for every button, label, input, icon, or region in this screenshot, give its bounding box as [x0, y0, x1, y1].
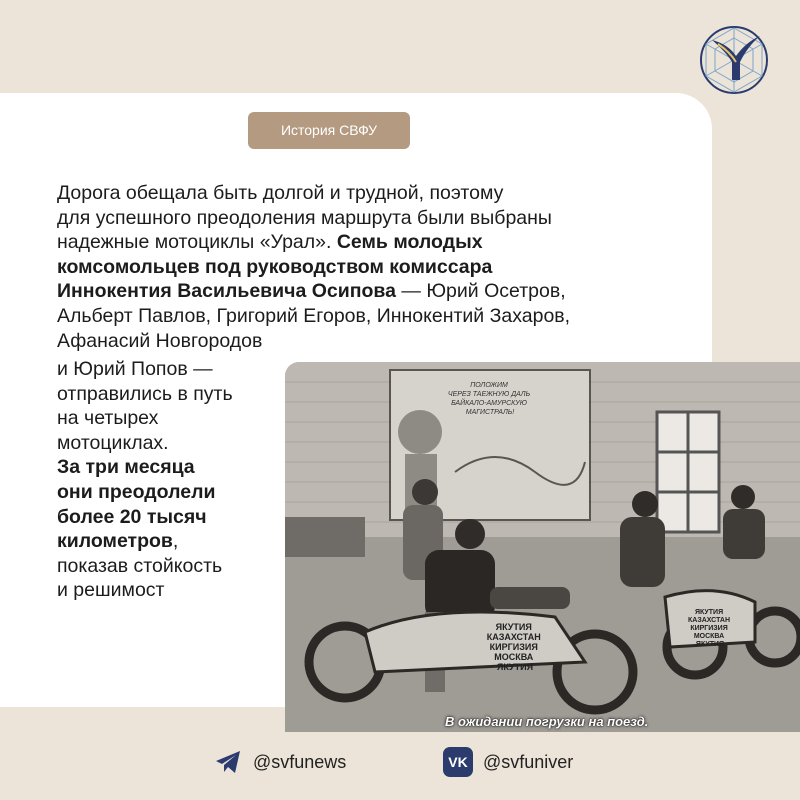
text-line: мотоциклах. — [57, 431, 169, 454]
text-line: отправились в путь — [57, 382, 233, 405]
text-line: надежные мотоциклы «Урал». — [57, 231, 337, 254]
bold-text: они преодолели — [57, 480, 216, 503]
article-text-top — [57, 181, 717, 353]
vk-handle: @svfuniver — [483, 751, 574, 772]
bold-text: За три месяца — [57, 456, 195, 479]
bold-text: километров — [57, 530, 173, 553]
text-line: и решимост — [57, 579, 165, 602]
telegram-link[interactable] — [213, 745, 346, 779]
vk-icon: VK — [443, 747, 473, 777]
photo-caption: В ожидании погрузки на поезд. — [445, 714, 649, 729]
sidecar-text: ЯКУТИЯ КАЗАХСТАН КИРГИЗИЯ МОСКВА ЯКУТИЯ — [688, 609, 731, 648]
historical-photo — [285, 362, 800, 732]
photo-illustration — [285, 362, 800, 732]
telegram-icon — [213, 747, 243, 777]
text-line: Альберт Павлов, Григорий Егоров, Иннокентий Захаров, — [57, 304, 571, 327]
article-text-left — [57, 357, 287, 603]
category-badge: История СВФУ — [248, 112, 410, 149]
bold-text: более 20 тысяч — [57, 505, 207, 528]
bold-text: Иннокентия Васильевича Осипова — [57, 280, 397, 303]
text-line: для успешного преодоления маршрута были выбраны — [57, 206, 552, 229]
vk-link[interactable] — [443, 745, 573, 779]
text-line: — Юрий Осетров, — [396, 280, 566, 303]
text-line: на четырех — [57, 407, 159, 430]
text-line: Афанасий Новгородов — [57, 329, 263, 352]
telegram-handle: @svfunews — [253, 751, 347, 772]
text-line: Дорога обещала быть долгой и трудной, поэтому — [57, 182, 504, 204]
text-line: показав стойкость — [57, 554, 223, 577]
university-emblem-icon — [696, 22, 772, 98]
bold-text: Семь молодых — [336, 231, 483, 254]
billboard-text: ПОЛОЖИМ ЧЕРЕЗ ТАЕЖНУЮ ДАЛЬ БАЙКАЛО-АМУРСКУЮ МАГИСТРАЛЬ! — [447, 382, 531, 416]
sidecar-text: ЯКУТИЯ КАЗАХСТАН КИРГИЗИЯ МОСКВА ЯКУТИЯ — [486, 622, 541, 672]
text-line: , — [172, 530, 179, 553]
text-line: и Юрий Попов — — [57, 358, 213, 380]
bold-text: комсомольцев под руководством комиссара — [57, 255, 493, 278]
